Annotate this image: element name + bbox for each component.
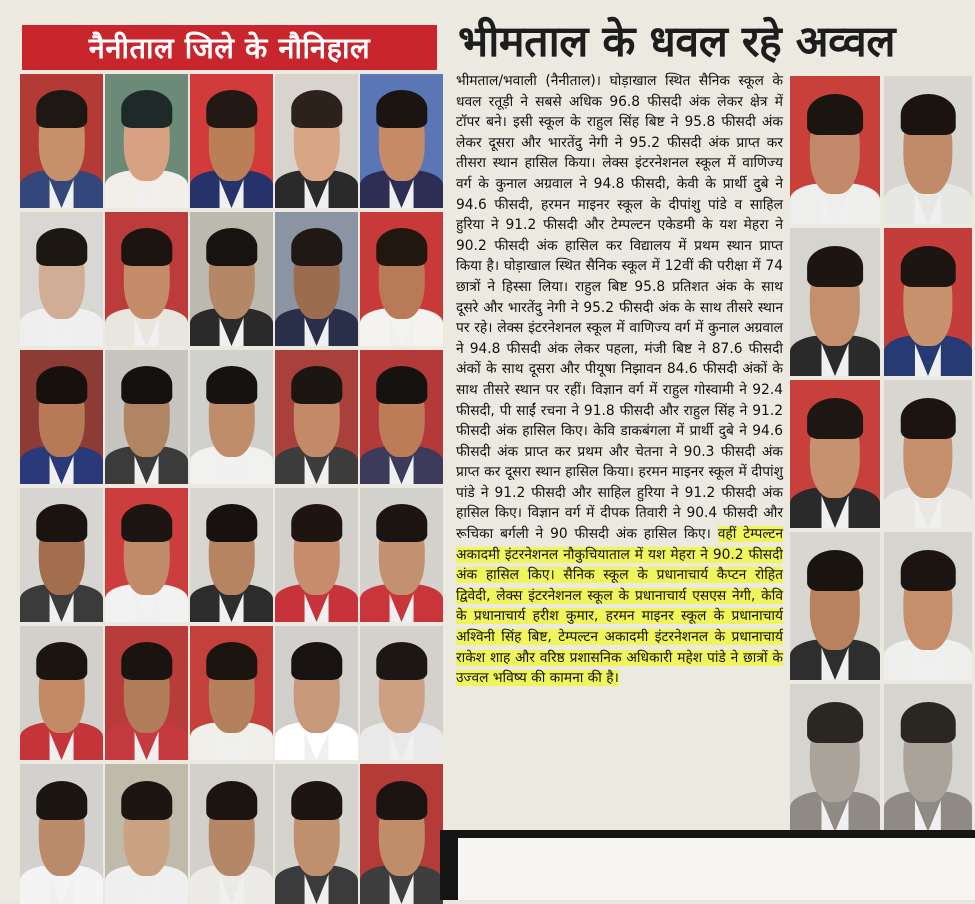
left-student-photo (190, 212, 273, 346)
article-paragraph-1: भीमताल/भवाली (नैनीताल)। घोड़ाखाल स्थित सैनिक स्कूल के धवल रतूड़ी ने सबसे अधिक 96.8 फीसदी अंक लेकर क्षेत्र में टॉपर बने। इसी स्कूल के राहुल सिंह बिष्ट ने 95.8 फीसदी अंक लेकर दूसरा और भारतेंदु नेगी ने 95.2 फीसदी अंक प्राप्त कर तीसरा स्थान हासिल किया। लेक्स इंटरनेशनल स्कूल में वाणिज्य वर्ग के कुनाल अग्रवाल ने 94.8 फीसदी, केवी के प्रार्थी दुबे ने 94.6 फीसदी, हरमन माइनर स्कूल के दीपांशु पांडे व साहिल हुरिया ने 91.2 फीसदी और टेम्पल्टन एकेडमी के यश मेहरा ने 90.2 फीसदी अंक हासिल कर विद्यालय में प्रथम स्थान प्राप्त किया है। घोड़ाखाल स्थित सैनिक स्कूल में 12वीं की परीक्षा में 74 छात्रों ने हिस्सा लिया। राहुल बिष्ट 95.8 प्रतिशत अंक के साथ दूसरे और भारतेंदु नेगी ने 95.2 फीसदी अंक के साथ तीसरे स्थान पर रहे। लेक्स इंटरनेशनल स्कूल में वाणिज्य वर्ग में कुनाल अग्रवाल ने 94.8 फीसदी अंक लेकर पहला, मंजी बिष्ट ने 87.6 फीसदी अंकों के साथ दूसरा और पीयूषा निझावन 84.6 फीसदी अंकों के साथ तीसरे स्थान पर रहीं। विज्ञान वर्ग में राहुल गोस्वामी ने 92.4 फीसदी, पी साईं रचना ने 91.8 फीसदी और राहुल सिंह ने 91.2 फीसदी अंक हासिल किए। केवि डाकबंगला में प्रार्थी दुबे ने 94.6 फीसदी अंक प्राप्त कर प्रथम और चेतना ने 90.3 फीसदी अंक प्राप्त कर दूसरा स्थान हासिल किया। हरमन माइनर स्कूल में दीपांशु पांडे ने 91.2 फीसदी और साहिल हुरिया ने 91.2 फीसदी अंक हासिल किए। विज्ञान वर्ग में दीपक तिवारी ने 90.4 फीसदी और रूचिका बर्गली ने 90 फीसदी अंक हासिल किए। (456, 73, 783, 543)
right-student-photo (884, 532, 972, 680)
right-student-photo (884, 380, 972, 528)
photo-hair (36, 90, 87, 128)
left-student-photo (360, 350, 443, 484)
left-student-photo (190, 488, 273, 622)
right-student-photo (790, 684, 880, 832)
photo-hair (121, 90, 172, 128)
right-student-photo (790, 380, 880, 528)
photo-hair (901, 550, 956, 591)
photo-hair (807, 550, 863, 591)
photo-hair (121, 781, 172, 820)
photo-hair (291, 228, 342, 266)
photo-hair (121, 366, 172, 404)
photo-hair (376, 228, 427, 266)
left-student-photo (275, 764, 358, 904)
article-body (456, 71, 783, 836)
photo-hair (901, 94, 956, 135)
left-student-photo (105, 212, 188, 346)
photo-hair (807, 398, 863, 439)
photo-hair (376, 504, 427, 542)
photo-hair (807, 246, 863, 287)
photo-hair (206, 366, 257, 404)
left-student-photo (105, 626, 188, 760)
left-student-photo (20, 488, 103, 622)
photo-hair (901, 702, 956, 743)
left-student-photo (190, 350, 273, 484)
right-student-photo (884, 76, 972, 224)
photo-hair (807, 702, 863, 743)
left-student-photo (190, 626, 273, 760)
photo-hair (206, 228, 257, 266)
photo-hair (291, 781, 342, 820)
photo-hair (121, 228, 172, 266)
right-student-photo (884, 228, 972, 376)
left-student-photo (275, 74, 358, 208)
photo-hair (121, 642, 172, 680)
right-student-photo (790, 228, 880, 376)
left-student-photo (360, 212, 443, 346)
article-paragraph-2: वहीं टेम्पल्टन अकादमी इंटरनेशनल नौकुचियाताल में यश मेहरा ने 90.2 फीसदी अंक हासिल किए। सैनिक स्कूल के प्रधानाचार्य कैप्टन रोहित द्विवेदी, लेक्स इंटरनेशनल स्कूल के प्रधानाचार्य एसएस नेगी, केवि के प्रधानाचार्य हरीश कुमार, हरमन माइनर स्कूल के प्रधानाचार्य अश्विनी सिंह बिष्ट, टेम्पल्टन अकादमी इंटरनेशनल के प्रधानाचार्य राकेश शाह और वरिष्ठ प्रशासनिक अधिकारी महेश पांडे ने छात्रों के उज्वल भविष्य की कामना की है। (456, 526, 783, 687)
photo-hair (36, 781, 87, 820)
photo-hair (291, 366, 342, 404)
left-student-photo (275, 488, 358, 622)
left-student-photo (105, 488, 188, 622)
left-student-photo (360, 74, 443, 208)
left-student-photo (20, 764, 103, 904)
left-student-photo (20, 626, 103, 760)
photo-hair (206, 642, 257, 680)
photo-hair (291, 90, 342, 128)
photo-hair (807, 94, 863, 135)
left-photo-grid (20, 74, 446, 900)
left-student-photo (275, 626, 358, 760)
photo-hair (121, 504, 172, 542)
photo-hair (36, 504, 87, 542)
right-student-photo (790, 532, 880, 680)
photo-hair (376, 642, 427, 680)
left-student-photo (190, 74, 273, 208)
torn-edge-paper (458, 838, 975, 900)
photo-hair (901, 398, 956, 439)
left-student-photo (275, 350, 358, 484)
photo-hair (206, 90, 257, 128)
photo-hair (376, 781, 427, 820)
left-student-photo (20, 212, 103, 346)
left-student-photo (360, 764, 443, 904)
photo-hair (36, 366, 87, 404)
right-student-photo (790, 76, 880, 224)
left-section-banner: नैनीताल जिले के नौनिहाल (22, 25, 437, 70)
left-student-photo (275, 212, 358, 346)
right-photo-grid (790, 76, 975, 830)
photo-hair (206, 504, 257, 542)
photo-hair (376, 366, 427, 404)
photo-hair (36, 642, 87, 680)
photo-hair (36, 228, 87, 266)
left-student-photo (360, 626, 443, 760)
left-student-photo (20, 350, 103, 484)
right-student-photo (884, 684, 972, 832)
photo-hair (376, 90, 427, 128)
photo-hair (291, 642, 342, 680)
left-student-photo (105, 74, 188, 208)
left-student-photo (105, 764, 188, 904)
article-headline: भीमताल के धवल रहे अव्वल (458, 16, 895, 67)
photo-hair (206, 781, 257, 820)
left-student-photo (20, 74, 103, 208)
left-student-photo (190, 764, 273, 904)
photo-hair (901, 246, 956, 287)
left-student-photo (360, 488, 443, 622)
photo-hair (291, 504, 342, 542)
left-student-photo (105, 350, 188, 484)
